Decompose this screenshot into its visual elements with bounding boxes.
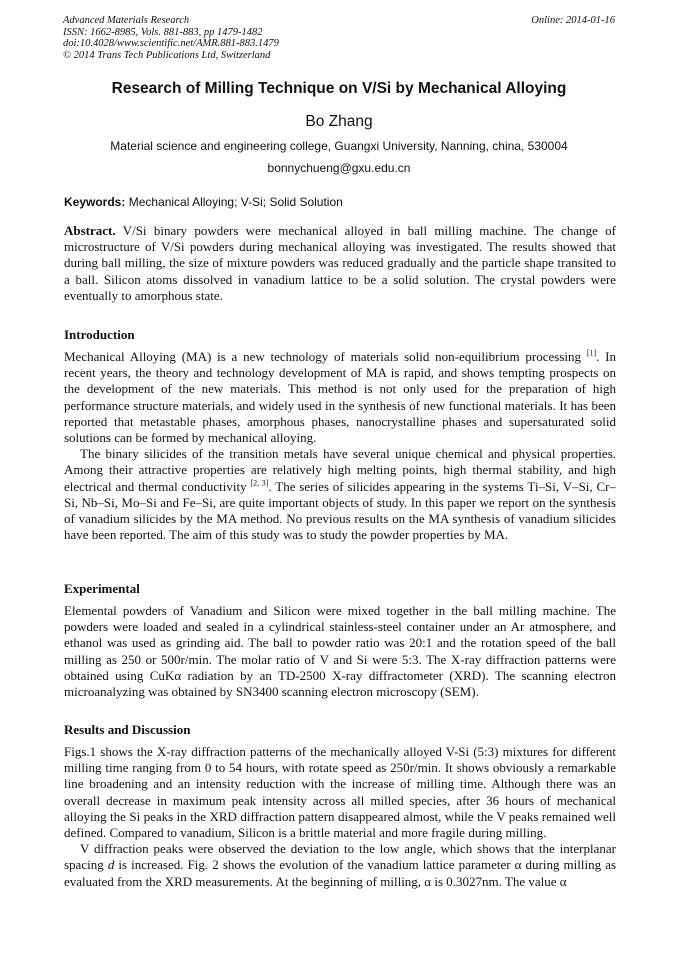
author-name: Bo Zhang: [305, 113, 373, 130]
copyright-line: © 2014 Trans Tech Publications Ltd, Switzerland: [63, 49, 271, 61]
introduction-heading: Introduction: [64, 327, 135, 342]
issn-line: ISSN: 1662-8985, Vols. 881-883, pp 1479-1482: [63, 26, 263, 38]
results-paragraph-1: Figs.1 shows the X-ray diffraction patterns of the mechanically alloyed V-Si (5:3) mixtures for different milling time ranging from 0 to 54 hours, with rotate speed as 250r/min. It shows obviously a remarkable line broadening and an intensity reduction with the increase of milling time. Although there was an overall decrease in maximum peak intensity across all milled species, after 36 hours of mechanical alloying the Si peaks in the XRD diffraction pattern disappeared almost, while the V peaks remained well defined. Compared to vanadium, Silicon is a brittle material and more fragile during milling.: [64, 744, 616, 841]
experimental-body: [64, 603, 616, 700]
results-body: [64, 744, 616, 890]
paper-title: Research of Milling Technique on V/Si by Mechanical Alloying: [111, 80, 567, 97]
introduction-paragraph-1: Mechanical Alloying (MA) is a new technology of materials solid non-equilibrium processing [1]. In recent years, the theory and technology development of MA is rapid, and shows tempting prospects on the development of the new materials. This method is not only used for the preparation of high performance structure materials, and widely used in the synthesis of new functional materials. It has been reported that metastable phases, amorphous phases, nanocrystalline phases and supersaturated solid solutions can be formed by mechanical alloying.: [64, 348, 616, 446]
author-email: bonnychueng@gxu.edu.cn: [267, 161, 411, 175]
keywords-label: Keywords:: [64, 195, 126, 209]
author-affiliation: Material science and engineering college, Guangxi University, Nanning, china, 530004: [110, 139, 568, 153]
keywords-text: Mechanical Alloying; V-Si; Solid Solution: [128, 195, 343, 209]
introduction-body: [64, 349, 616, 543]
results-heading: Results and Discussion: [64, 722, 191, 737]
journal-header: [63, 15, 615, 61]
citation-2-3: [2, 3]: [250, 478, 269, 488]
experimental-heading: Experimental: [64, 581, 140, 596]
abstract-label: Abstract.: [64, 223, 116, 238]
abstract: [64, 223, 616, 304]
results-paragraph-2: V diffraction peaks were observed the deviation to the low angle, which shows that the interplanar spacing d is increased. Fig. 2 shows the evolution of the vanadium lattice parameter α during milling as evaluated from the XRD measurements. At the beginning of milling, α is 0.3027nm. The value α: [64, 841, 617, 889]
online-date: Online: 2014-01-16: [531, 15, 615, 26]
introduction-paragraph-2: The binary silicides of the transition metals have several unique chemical and physical properties. Among their attractive properties are relatively high melting points, high thermal stability, and high electrical and thermal conductivity [2, 3]. The series of silicides appearing in the systems Ti–Si, V–Si, Cr–Si, Nb–Si, Mo–Si and Fe–Si, are quite important objects of study. In this paper we report on the synthesis of vanadium silicides by the MA method. No previous results on the MA synthesis of vanadium silicides have been reported. The aim of this study was to study the powder properties by MA.: [64, 446, 617, 543]
experimental-paragraph: Elemental powders of Vanadium and Silicon were mixed together in the ball milling machine. The powders were loaded and sealed in a cylindrical stainless-steel container under an Ar atmosphere, and ethanol was used as grinding aid. The ball to powder ratio was 20:1 and the rotation speed of the ball milling as 250 or 500r/min. The molar ratio of V and Si were 5:3. The X-ray diffraction patterns were obtained using CuKα radiation by an TD-2500 X-ray diffractometer (XRD). The scanning electron microanalyzing was obtained by SN3400 scanning electron microscopy (SEM).: [64, 603, 616, 700]
citation-1: [1]: [586, 348, 597, 358]
keywords: [64, 195, 616, 209]
spacing-symbol: d: [107, 857, 115, 873]
journal-name: Advanced Materials Research: [63, 15, 190, 26]
abstract-text: V/Si binary powders were mechanical alloyed in ball milling machine. The change of microstructure of V/Si powders during mechanical alloying was investigated. The results showed that during ball milling, the size of mixture powders was reduced gradually and the particle shape transited to a ball. Silicon atoms dissolved in vanadium lattice to be a solid solution. The crystal powders were eventually to amorphous state.: [64, 223, 617, 303]
doi-line: doi:10.4028/www.scientific.net/AMR.881-883.1479: [63, 38, 279, 49]
